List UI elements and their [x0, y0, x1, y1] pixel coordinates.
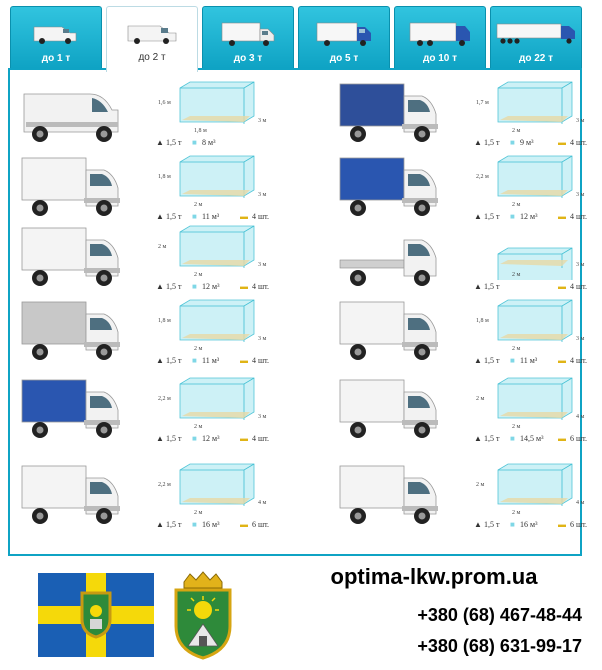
- cargo-length-label: 4 м: [576, 414, 585, 420]
- cargo-length-label: 4 м: [576, 500, 585, 506]
- weight-icon: ▲: [156, 356, 164, 365]
- cargo-space-diagram: [454, 152, 602, 210]
- region-flag-icon: [38, 573, 154, 657]
- weight-value: 1,5 т: [166, 138, 182, 147]
- cargo-length-label: 3 м: [576, 118, 585, 124]
- vehicle-card[interactable]: [336, 152, 602, 230]
- vehicle-specs: [136, 354, 296, 368]
- vehicle-card[interactable]: [18, 78, 298, 156]
- tab-22t[interactable]: [490, 6, 582, 68]
- volume-icon: ■: [510, 356, 515, 365]
- vehicle-card[interactable]: [18, 374, 298, 452]
- vehicle-catalog-panel: [8, 68, 588, 556]
- tab-label: до 3 т: [233, 53, 263, 64]
- vehicle-image: [336, 462, 444, 526]
- pallet-icon: ▬: [240, 212, 248, 221]
- pallets-value: 4 шт.: [252, 282, 270, 291]
- vehicle-card[interactable]: [18, 460, 298, 538]
- cargo-space-diagram: [454, 374, 602, 432]
- weight-value: 1,5 т: [484, 212, 500, 221]
- phone-number-1[interactable]: +380 (68) 467-48-44: [417, 605, 582, 625]
- weight-value: 1,5 т: [166, 520, 182, 529]
- tab-2t[interactable]: [106, 6, 198, 72]
- weight-icon: ▲: [156, 282, 164, 291]
- weight-icon: ▲: [474, 212, 482, 221]
- cargo-height-label: 2 м: [476, 396, 485, 402]
- cargo-space-diagram: [136, 374, 286, 432]
- volume-icon: ■: [192, 356, 197, 365]
- pallets-value: 6 шт.: [252, 520, 270, 529]
- weight-value: 1,5 т: [484, 434, 500, 443]
- cargo-length-label: 3 м: [576, 262, 585, 268]
- volume-icon: ■: [192, 434, 197, 443]
- cargo-space-diagram: [136, 222, 286, 280]
- vehicle-image: [18, 376, 126, 440]
- cargo-space-diagram: [136, 78, 286, 136]
- weight-value: 1,5 т: [166, 434, 182, 443]
- weight-icon: ▲: [474, 282, 482, 291]
- pallet-icon: ▬: [240, 282, 248, 291]
- cargo-width-label: 2 м: [512, 128, 521, 134]
- cargo-height-label: 1,6 м: [158, 100, 171, 106]
- pallets-value: 6 шт.: [570, 434, 588, 443]
- weight-icon: ▲: [474, 356, 482, 365]
- pallet-icon: ▬: [240, 434, 248, 443]
- vehicle-card[interactable]: [18, 152, 298, 230]
- truck-icon: [315, 21, 373, 47]
- cargo-width-label: 2 м: [512, 424, 521, 430]
- weight-icon: ▲: [474, 434, 482, 443]
- weight-icon: ▲: [156, 520, 164, 529]
- big-truck-icon: [408, 21, 472, 47]
- vehicle-specs: [136, 280, 296, 294]
- cargo-length-label: 3 м: [258, 118, 267, 124]
- volume-value: 16 м³: [520, 520, 538, 529]
- vehicle-card[interactable]: [336, 296, 602, 374]
- vehicle-image: [18, 224, 126, 288]
- pallets-value: 4 шт.: [252, 434, 270, 443]
- vehicle-image: [336, 154, 444, 218]
- cargo-height-label: 1,8 м: [158, 174, 171, 180]
- pallets-value: 4 шт.: [570, 356, 588, 365]
- volume-icon: ■: [192, 138, 197, 147]
- cargo-width-label: 2 м: [512, 346, 521, 352]
- pallet-icon: ▬: [240, 356, 248, 365]
- cargo-width-label: 2 м: [512, 202, 521, 208]
- cargo-space-diagram: [454, 78, 602, 136]
- vehicle-image: [336, 80, 444, 144]
- cargo-space-diagram: [136, 296, 286, 354]
- phone-number-2[interactable]: +380 (68) 631-99-17: [417, 636, 582, 656]
- vehicle-specs: [454, 432, 602, 446]
- volume-icon: ■: [192, 282, 197, 291]
- cargo-height-label: 2,2 м: [476, 174, 489, 180]
- cargo-space-diagram: [136, 460, 286, 518]
- cargo-width-label: 2 м: [512, 510, 521, 516]
- weight-value: 1,5 т: [484, 356, 500, 365]
- cargo-height-label: 2,2 м: [158, 482, 171, 488]
- city-crest-icon: [170, 570, 236, 660]
- cargo-length-label: 3 м: [576, 192, 585, 198]
- vehicle-image: [336, 298, 444, 362]
- box-truck-icon: [220, 21, 276, 47]
- website-link[interactable]: optima-lkw.prom.ua: [330, 564, 538, 589]
- volume-value: 16 м³: [202, 520, 220, 529]
- volume-value: 8 м³: [202, 138, 216, 147]
- tab-label: до 2 т: [138, 52, 166, 63]
- cargo-width-label: 2 м: [512, 272, 521, 278]
- vehicle-specs: [454, 354, 602, 368]
- pallet-icon: ▬: [558, 434, 566, 443]
- vehicle-card[interactable]: [336, 374, 602, 452]
- weight-icon: ▲: [474, 138, 482, 147]
- vehicle-image: [18, 80, 126, 144]
- weight-value: 1,5 т: [484, 282, 500, 291]
- cargo-space-diagram: [454, 296, 602, 354]
- volume-value: 12 м³: [202, 434, 220, 443]
- weight-value: 1,5 т: [166, 282, 182, 291]
- vehicle-card[interactable]: [336, 460, 602, 538]
- volume-icon: ■: [510, 434, 515, 443]
- weight-value: 1,5 т: [166, 212, 182, 221]
- tab-label: до 22 т: [518, 53, 554, 64]
- volume-value: 11 м³: [520, 356, 538, 365]
- vehicle-card[interactable]: [18, 296, 298, 374]
- van-icon: [126, 21, 178, 45]
- tonnage-tabs: [10, 6, 582, 70]
- weight-value: 1,5 т: [484, 520, 500, 529]
- vehicle-specs: [454, 518, 602, 532]
- vehicle-card[interactable]: [336, 222, 602, 300]
- volume-icon: ■: [192, 212, 197, 221]
- volume-value: 11 м³: [202, 356, 220, 365]
- vehicle-card[interactable]: [18, 222, 298, 300]
- cargo-length-label: 3 м: [576, 336, 585, 342]
- vehicle-specs: [136, 432, 296, 446]
- cargo-space-diagram: [136, 152, 286, 210]
- weight-icon: ▲: [474, 520, 482, 529]
- pallet-icon: ▬: [558, 282, 566, 291]
- cargo-length-label: 3 м: [258, 336, 267, 342]
- pallets-value: 4 шт.: [252, 356, 270, 365]
- semi-truck-icon: [495, 21, 577, 45]
- vehicle-image: [18, 462, 126, 526]
- weight-icon: ▲: [156, 212, 164, 221]
- volume-icon: ■: [192, 520, 197, 529]
- cargo-width-label: 2 м: [194, 202, 203, 208]
- volume-value: 11 м³: [202, 212, 220, 221]
- tab-3t[interactable]: [202, 6, 294, 68]
- tab-label: до 1 т: [41, 53, 71, 64]
- vehicle-card[interactable]: [336, 78, 602, 156]
- volume-value: 14,5 м³: [520, 434, 544, 443]
- volume-value: 12 м³: [202, 282, 220, 291]
- pallets-value: 4 шт.: [570, 282, 588, 291]
- volume-icon: ■: [510, 212, 515, 221]
- tab-label: до 10 т: [422, 53, 458, 64]
- vehicle-specs: [136, 518, 296, 532]
- pallets-value: 4 шт.: [570, 138, 588, 147]
- cargo-width-label: 2 м: [194, 346, 203, 352]
- cargo-space-diagram: [454, 222, 602, 280]
- cargo-width-label: 2 м: [194, 272, 203, 278]
- cargo-length-label: 3 м: [258, 262, 267, 268]
- volume-icon: ■: [510, 138, 515, 147]
- vehicle-image: [336, 376, 444, 440]
- cargo-width-label: 2 м: [194, 510, 203, 516]
- pallets-value: 4 шт.: [570, 212, 588, 221]
- van-small-icon: [32, 21, 80, 45]
- weight-icon: ▲: [156, 138, 164, 147]
- vehicle-specs: [136, 136, 296, 150]
- pallets-value: 4 шт.: [252, 212, 270, 221]
- pallet-icon: ▬: [558, 212, 566, 221]
- weight-value: 1,5 т: [484, 138, 500, 147]
- cargo-length-label: 3 м: [258, 192, 267, 198]
- pallet-icon: ▬: [240, 520, 248, 529]
- cargo-height-label: 1,8 м: [476, 318, 489, 324]
- tab-5t[interactable]: [298, 6, 390, 68]
- volume-value: 9 м³: [520, 138, 534, 147]
- vehicle-specs: [454, 136, 602, 150]
- vehicle-image: [336, 224, 444, 288]
- cargo-space-diagram: [454, 460, 602, 518]
- pallet-icon: ▬: [558, 520, 566, 529]
- weight-icon: ▲: [156, 434, 164, 443]
- cargo-height-label: 1,8 м: [158, 318, 171, 324]
- vehicle-image: [18, 154, 126, 218]
- cargo-height-label: 2,2 м: [158, 396, 171, 402]
- volume-icon: ■: [510, 520, 515, 529]
- tab-1t[interactable]: [10, 6, 102, 68]
- vehicle-image: [18, 298, 126, 362]
- cargo-width-label: 2 м: [194, 424, 203, 430]
- pallet-icon: ▬: [558, 356, 566, 365]
- volume-value: 12 м³: [520, 212, 538, 221]
- tab-10t[interactable]: [394, 6, 486, 68]
- pallet-icon: ▬: [558, 138, 566, 147]
- cargo-height-label: 2 м: [476, 482, 485, 488]
- vehicle-specs: [454, 280, 602, 294]
- pallets-value: 6 шт.: [570, 520, 588, 529]
- cargo-length-label: 3 м: [258, 414, 267, 420]
- cargo-height-label: 2 м: [158, 244, 167, 250]
- weight-value: 1,5 т: [166, 356, 182, 365]
- cargo-height-label: 1,7 м: [476, 100, 489, 106]
- cargo-length-label: 4 м: [258, 500, 267, 506]
- cargo-width-label: 1,8 м: [194, 128, 207, 134]
- tab-label: до 5 т: [329, 53, 359, 64]
